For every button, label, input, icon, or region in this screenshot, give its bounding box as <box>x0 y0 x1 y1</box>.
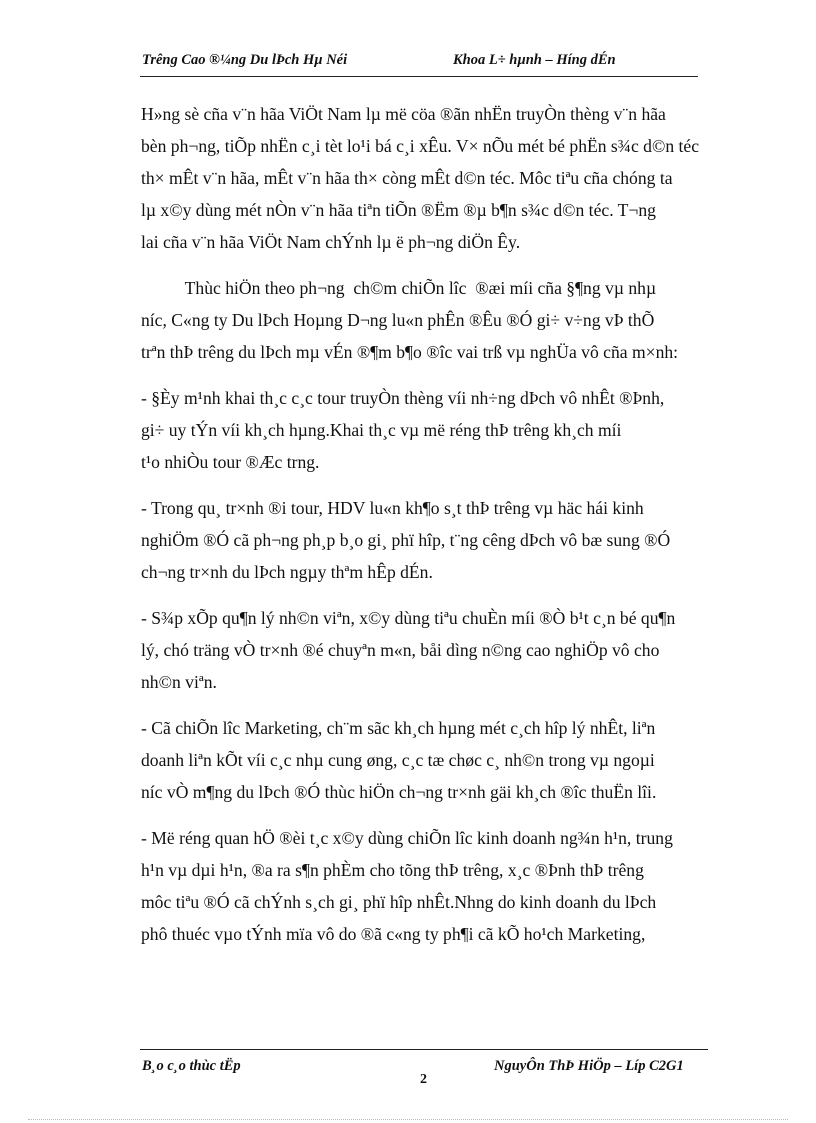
text-line: t¹o nhiÒu tour ®Æc trng. <box>141 452 320 472</box>
paragraph-1 <box>141 98 721 258</box>
text-line: H»ng sè cña v¨n hãa ViÖt Nam lµ më cöa ®ãn nhËn truyÒn thèng v¨n hãa <box>141 104 666 124</box>
paragraph-gap <box>141 588 721 602</box>
text-line: Thùc hiÖn theo ph¬ng ch©m chiÕn lîc ®æi míi cña §¶ng vµ nhµ <box>141 278 657 298</box>
paragraph-5 <box>141 602 721 698</box>
header-rule <box>140 76 698 77</box>
text-line: doanh liªn kÕt víi c¸c nhµ cung øng, c¸c tæ chøc c¸ nh©n trong vµ ngoµi <box>141 750 655 770</box>
footer-rule <box>140 1049 708 1050</box>
text-line: th× mÊt v¨n hãa, mÊt v¨n hãa th× còng mÊt d©n téc. Môc tiªu cña chóng ta <box>141 168 673 188</box>
paragraph-gap <box>141 698 721 712</box>
header-department: Khoa L÷ hµnh – Híng dÉn <box>453 52 616 68</box>
paragraph-2 <box>141 272 721 368</box>
text-line: h¹n vµ dµi h¹n, ®a ra s¶n phÈm cho tõng thÞ trêng, x¸c ®Þnh thÞ trêng <box>141 860 644 880</box>
text-line: - Trong qu¸ tr×nh ®i tour, HDV lu«n kh¶o s¸t thÞ trêng vµ häc hái kinh <box>141 498 644 518</box>
paragraph-gap <box>141 368 721 382</box>
text-line: bèn ph¬ng, tiÕp nhËn c¸i tèt lo¹i bá c¸i xÊu. V× nÕu mét bé phËn s¾c d©n téc <box>141 136 700 156</box>
text-line: níc vÒ m¶ng du lÞch ®Ó thùc hiÖn ch¬ng tr×nh gäi kh¸ch ®îc thuËn lîi. <box>141 782 657 802</box>
text-line: - S¾p xÕp qu¶n lý nh©n viªn, x©y dùng tiªu chuÈn míi ®Ò b¹t c¸n bé qu¶n <box>141 608 676 628</box>
text-line: - §Èy m¹nh khai th¸c c¸c tour truyÒn thèng víi nh÷ng dÞch vô nhÊt ®Þnh, <box>141 388 665 408</box>
text-line: níc, C«ng ty Du lÞch Hoµng D¬ng lu«n phÊn ®Êu ®Ó gi÷ v÷ng vÞ thÕ <box>141 310 655 330</box>
text-line: lai cña v¨n hãa ViÖt Nam chÝnh lµ ë ph¬ng diÖn Êy. <box>141 232 521 252</box>
footer-report-title: B¸o c¸o thùc tËp <box>142 1058 241 1074</box>
text-line: nh©n viªn. <box>141 672 217 692</box>
text-line: gi÷ uy tÝn víi kh¸ch hµng.Khai th¸c vµ më réng thÞ trêng kh¸ch míi <box>141 420 622 440</box>
page-number: 2 <box>420 1072 427 1087</box>
paragraph-6 <box>141 712 721 808</box>
header-school-name: Trêng Cao ®¼ng Du lÞch Hµ Néi <box>142 52 348 68</box>
paragraph-gap <box>141 258 721 272</box>
text-line: ch¬ng tr×nh du lÞch ngµy thªm hÊp dÉn. <box>141 562 433 582</box>
paragraph-gap <box>141 808 721 822</box>
document-body <box>141 98 721 950</box>
text-line: - Cã chiÕn lîc Marketing, ch¨m sãc kh¸ch hµng mét c¸ch hîp lý nhÊt, liªn <box>141 718 656 738</box>
page-edge-divider <box>28 1119 788 1120</box>
text-line: trªn thÞ trêng du lÞch mµ vÉn ®¶m b¶o ®îc vai trß vµ nghÜa vô cña m×nh: <box>141 342 679 362</box>
text-line: môc tiªu ®Ó cã chÝnh s¸ch gi¸ phï hîp nhÊt.Nhng do kinh doanh du lÞch <box>141 892 657 912</box>
text-line: nghiÖm ®Ó cã ph¬ng ph¸p b¸o gi¸ phï hîp, t¨ng cêng dÞch vô bæ sung ®Ó <box>141 530 671 550</box>
text-line: lý, chó träng vÒ tr×nh ®é chuyªn m«n, båi dìng n©ng cao nghiÖp vô cho <box>141 640 660 660</box>
text-line: phô thuéc vµo tÝnh mïa vô do ®ã c«ng ty ph¶i cã kÕ ho¹ch Marketing, <box>141 924 646 944</box>
paragraph-4 <box>141 492 721 588</box>
paragraph-7 <box>141 822 721 950</box>
text-line: lµ x©y dùng mét nÒn v¨n hãa tiªn tiÕn ®Ëm ®µ b¶n s¾c d©n téc. T¬ng <box>141 200 656 220</box>
text-line: - Më réng quan hÖ ®èi t¸c x©y dùng chiÕn lîc kinh doanh ng¾n h¹n, trung <box>141 828 673 848</box>
paragraph-3 <box>141 382 721 478</box>
footer-author: NguyÔn ThÞ HiÖp – Líp C2G1 <box>494 1058 684 1074</box>
paragraph-gap <box>141 478 721 492</box>
